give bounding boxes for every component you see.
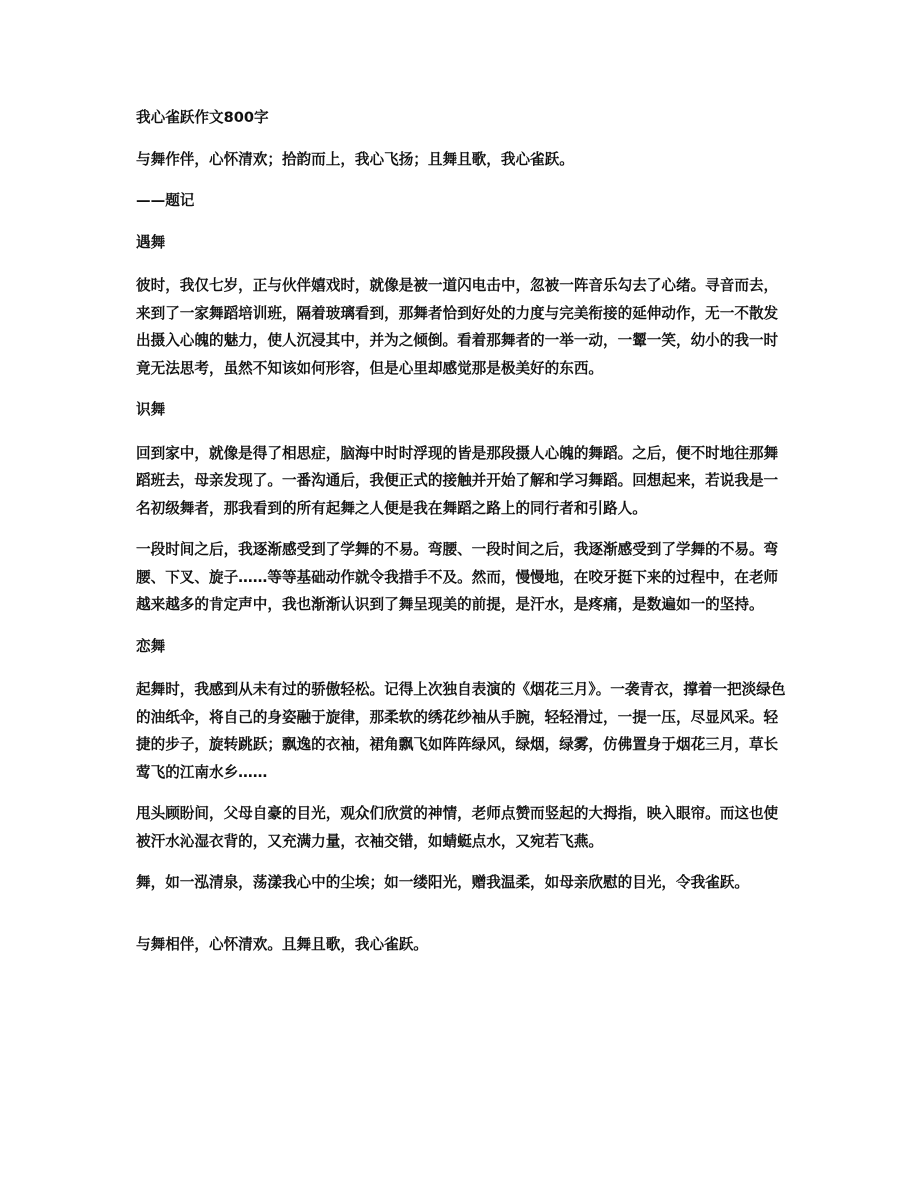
document-title: 我心雀跃作文800字 [136,109,269,126]
paragraph-loving-dance-2: 甩头顾盼间，父母自豪的目光，观众们欣赏的神情，老师点赞而竖起的大拇指，映入眼帘。而这也使被汗水沁湿衣背的，又充满力量，衣袖交错，如蜻蜓点水，又宛若飞燕。 [136,805,779,850]
paragraph-loving-dance-3: 舞，如一泓清泉，荡漾我心中的尘埃；如一缕阳光，赠我温柔，如母亲欣慰的目光，令我雀跃。 [136,874,749,891]
closing-line: 与舞相伴，心怀清欢。且舞且歌，我心雀跃。 [136,935,428,953]
essay-body [136,104,790,972]
epigraph-source: ——题记 [136,192,195,209]
paragraph-knowing-dance-2: 一段时间之后，我逐渐感受到了学舞的不易。弯腰、一段时间之后，我逐渐感受到了学舞的不易。弯腰、下叉、旋子……等等基础动作就令我措手不及。然而，慢慢地，在咬牙挺下来的过程中，在老师越来越多的肯定声中，我也渐渐认识到了舞呈现美的前提，是汗水，是疼痛，是数遍如一的坚持。 [136,541,779,613]
paragraph-loving-dance-1: 起舞时，我感到从未有过的骄傲轻松。记得上次独自表演的《烟花三月》。一袭青衣，撑着一把淡绿色的油纸伞，将自己的身姿融于旋律，那柔软的绣花纱袖从手腕，轻轻滑过，一提一压，尽显风采。轻捷的步子，旋转跳跃；飘逸的衣袖，裙角飘飞如阵阵绿风，绿烟，绿雾，仿佛置身于烟花三月，草长莺飞的江南水乡…… [136,681,786,781]
section-heading-loving-dance: 恋舞 [136,637,166,655]
section-heading-meeting-dance: 遇舞 [136,233,166,251]
section-heading-knowing-dance: 识舞 [136,401,166,418]
epigraph: 与舞作伴，心怀清欢；拾韵而上，我心飞扬；且舞且歌，我心雀跃。 [136,150,574,168]
paragraph-meeting-dance: 彼时，我仅七岁，正与伙伴嬉戏时，就像是被一道闪电击中，忽被一阵音乐勾去了心绪。寻音而去，来到了一家舞蹈培训班，隔着玻璃看到，那舞者恰到好处的力度与完美衔接的延伸动作，无一不散发出摄入心魄的魅力，使人沉浸其中，并为之倾倒。看着那舞者的一举一动，一颦一笑，幼小的我一时竟无法思考，虽然不知该如何形容，但是心里却感觉那是极美好的东西。 [136,277,779,377]
paragraph-knowing-dance-1: 回到家中，就像是得了相思症，脑海中时时浮现的皆是那段摄人心魄的舞蹈。之后，便不时地往那舞蹈班去，母亲发现了。一番沟通后，我便正式的接触并开始了解和学习舞蹈。回想起来，若说我是一名初级舞者，那我看到的所有起舞之人便是我在舞蹈之路上的同行者和引路人。 [136,444,779,517]
